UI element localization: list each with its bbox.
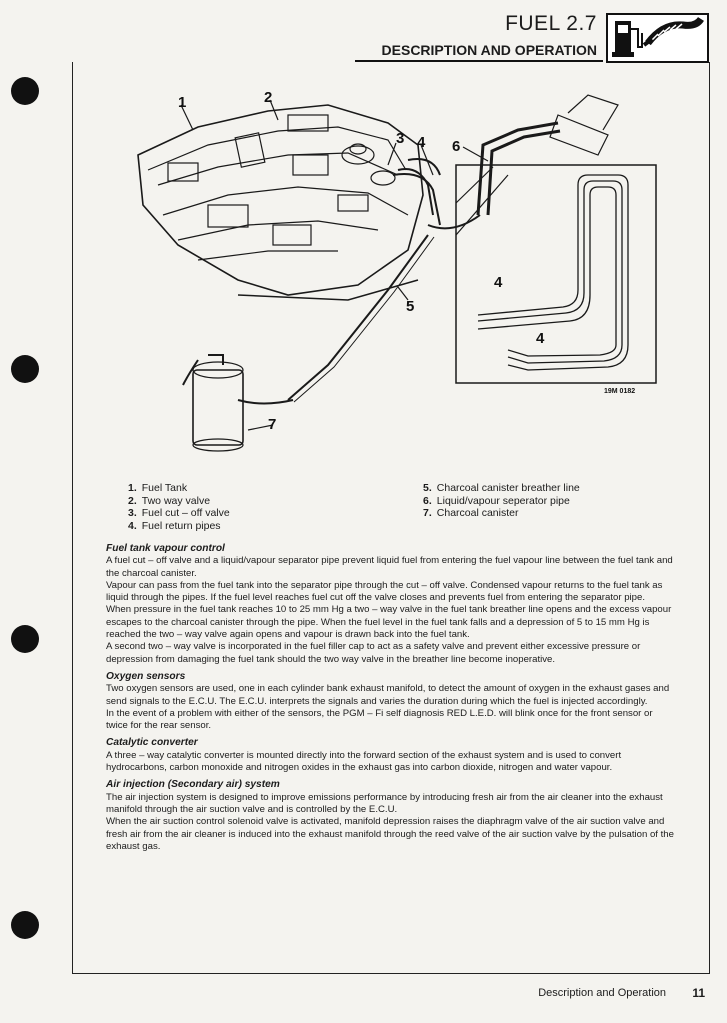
fuel-pump-and-hose-icon <box>606 13 709 63</box>
figure-reference: 19M 0182 <box>604 388 636 395</box>
callout-label: 4 <box>417 134 426 151</box>
section-heading: Fuel tank vapour control <box>106 543 225 554</box>
fuel-system-diagram <box>88 75 678 475</box>
body-text <box>106 543 674 853</box>
paragraph: A three – way catalytic converter is mounted directly into the forward section of the exhaust system and is used to convert hydrocarbons, carbon monoxide and nitrogen oxides in the exhaust gas into carbon dioxide, nitrogen and water vapour. <box>106 749 622 774</box>
section-heading: Oxygen sensors <box>106 670 186 682</box>
paragraph: When the air suction control solenoid valve is activated, manifold depression raises the diaphragm valve of the air suction valve and fresh air from the air cleaner is induced into the exhaust manifold through the reed valve of the air suction valve by the pulsation of the exhaust gas. <box>106 816 674 852</box>
legend-item: 6. Liquid/vapour seperator pipe <box>423 494 570 507</box>
paragraph: Two oxygen sensors are used, one in each cylinder bank exhaust manifold, to detect the amount of oxygen in the exhaust gases and send signals to the E.C.U. The E.C.U. interprets the signals and varies the duration during which the fuel is injected accordingly. <box>106 683 670 707</box>
callout-label: 3 <box>396 130 405 147</box>
callout-label: 5 <box>406 298 415 315</box>
callout-label: 4 <box>494 274 503 291</box>
callout-label: 6 <box>452 138 461 155</box>
legend-left <box>128 482 230 532</box>
paragraph: A fuel cut – off valve and a liquid/vapour separator pipe prevent liquid fuel from entering the fuel vapour line between the fuel tank and the charcoal canister. <box>106 555 673 579</box>
callout-label: 2 <box>264 89 273 106</box>
paragraph: The air injection system is designed to improve emissions performance by introducing fresh air from the air cleaner into the exhaust manifold through the air suction valve and is controlled by the E.C.U. <box>106 791 663 815</box>
legend-item: 7. Charcoal canister <box>423 507 519 519</box>
charcoal-canister-icon <box>183 355 293 451</box>
binder-hole-icon <box>11 911 39 939</box>
section-heading: Air injection (Secondary air) system <box>106 779 280 791</box>
legend-item: 2. Two way valve <box>128 494 211 507</box>
paragraph: In the event of a problem with either of the sensors, the PGM – Fi self diagnosis RED L.E.D. will blink once for the front sensor or twice for the rear sensor. <box>106 707 653 732</box>
section-title: FUEL 2.7 <box>505 12 597 35</box>
footer-section-name: Description and Operation <box>538 987 666 999</box>
paragraph: A second two – way valve is incorporated in the fuel filler cap to act as a safety valve and prevent either excessive pressure or depression from damaging the fuel tank should the two way valve in the breather line become inoperative. <box>106 641 641 665</box>
legend-item: 4. Fuel return pipes <box>128 519 221 532</box>
legend-item: 5. Charcoal canister breather line <box>423 482 580 494</box>
legend-right <box>423 482 580 520</box>
binder-hole-icon <box>11 77 39 105</box>
paragraph: When pressure in the fuel tank reaches 10 to 25 mm Hg a two – way valve in the fuel tank breather line opens and the excess vapour escapes to the charcoal canister through the pipe. When the fuel level in the fuel tank falls and a depression of 5 to 15 mm Hg is reached the two – way valve again opens and vapour is drawn back into the fuel tank. <box>106 604 672 641</box>
paragraph: Vapour can pass from the fuel tank into the separator pipe through the cut – off valve. Condensed vapour returns to the fuel tank as liquid through the pipes. If the fuel level reaches fuel cut off the valve closes and prevents fuel from entering the separator pipe. <box>106 579 663 604</box>
binder-hole-icon <box>11 355 39 383</box>
legend-item: 3. Fuel cut – off valve <box>128 507 230 519</box>
section-subtitle: DESCRIPTION AND OPERATION <box>381 42 597 58</box>
binder-hole-icon <box>11 625 39 653</box>
page-number: 11 <box>692 986 705 1000</box>
section-heading: Catalytic converter <box>106 737 198 749</box>
callout-label: 7 <box>268 416 277 433</box>
callout-label: 1 <box>178 94 187 111</box>
legend-item: 1. Fuel Tank <box>128 482 188 494</box>
callout-label: 4 <box>536 330 545 347</box>
